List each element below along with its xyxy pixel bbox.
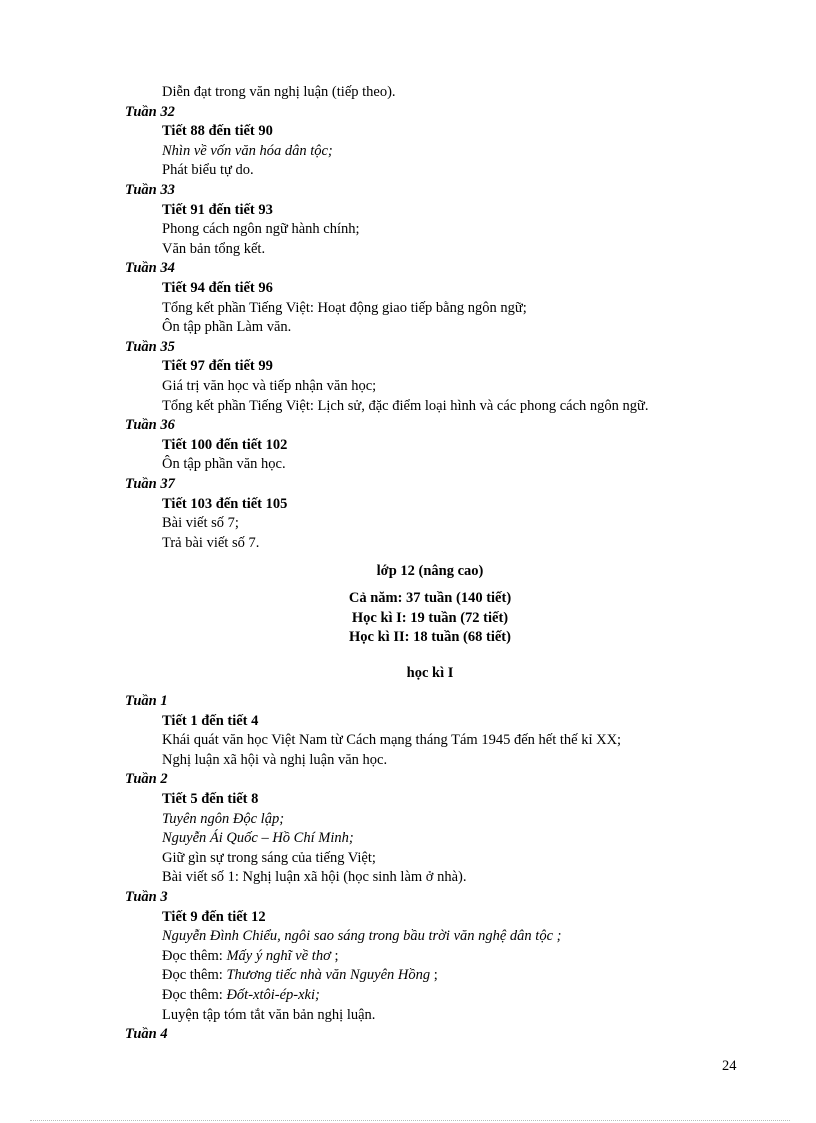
lesson-item: Ôn tập phần Làm văn. bbox=[162, 319, 292, 336]
lesson-text: Nguyễn Ái Quốc – Hồ Chí Minh; bbox=[162, 830, 354, 847]
lesson-item: Phát biểu tự do. bbox=[162, 162, 254, 179]
lesson-item: Văn bản tổng kết. bbox=[162, 240, 266, 257]
lesson-item bbox=[162, 731, 621, 750]
lesson-item: Ôn tập phần văn học. bbox=[162, 456, 286, 473]
lesson-item bbox=[162, 849, 376, 868]
lesson-text: ; bbox=[430, 967, 438, 984]
period-range: Tiết 88 đến tiết 90 bbox=[162, 123, 273, 140]
period-range: Tiết 94 đến tiết 96 bbox=[162, 280, 273, 296]
lesson-item: Tổng kết phần Tiếng Việt: Hoạt động giao tiếp bằng ngôn ngữ; bbox=[162, 299, 527, 316]
lesson-text: Nguyễn Đình Chiểu, ngôi sao sáng trong bầu trời văn nghệ dân tộc ; bbox=[162, 928, 562, 945]
lesson-item bbox=[162, 927, 561, 946]
week-heading: Tuần 3 bbox=[125, 889, 168, 905]
lesson-text: Tuyên ngôn Độc lập; bbox=[162, 810, 285, 827]
lesson-text: Đốt-xtôi-ép-xki; bbox=[226, 987, 320, 1003]
lesson-item: Bài viết số 7; bbox=[162, 515, 239, 532]
semester-title: học kì I bbox=[406, 665, 454, 681]
lesson-item: Giá trị văn học và tiếp nhận văn học; bbox=[162, 378, 377, 394]
period-range: Tiết 5 đến tiết 8 bbox=[162, 791, 259, 807]
lesson-item bbox=[162, 947, 338, 966]
summary-line: Học kì II: 18 tuần (68 tiết) bbox=[349, 629, 511, 645]
week-heading: Tuần 36 bbox=[125, 417, 175, 434]
period-range: Tiết 103 đến tiết 105 bbox=[162, 495, 288, 512]
lesson-item bbox=[162, 751, 387, 770]
week-heading: Tuần 1 bbox=[125, 693, 168, 709]
lesson-item bbox=[162, 1006, 375, 1025]
summary-line: Cả năm: 37 tuần (140 tiết) bbox=[348, 590, 512, 606]
lesson-text: Đọc thêm: bbox=[162, 967, 227, 984]
week-heading: Tuần 33 bbox=[125, 182, 175, 198]
lesson-item: Trả bài viết số 7. bbox=[162, 534, 260, 551]
page-divider bbox=[30, 1120, 790, 1121]
lesson-text: Luyện tập tóm tắt văn bản nghị luận. bbox=[162, 1006, 376, 1023]
week-heading: Tuần 34 bbox=[125, 260, 175, 277]
week-heading: Tuần 32 bbox=[125, 103, 175, 120]
week-heading: Tuần 4 bbox=[125, 1026, 168, 1043]
lesson-item bbox=[162, 966, 438, 985]
period-range: Tiết 97 đến tiết 99 bbox=[162, 358, 273, 375]
lesson-item bbox=[162, 986, 320, 1005]
period-range: Tiết 9 đến tiết 12 bbox=[162, 908, 266, 925]
grade-title: lớp 12 (nâng cao) bbox=[376, 563, 484, 579]
week-heading: Tuần 37 bbox=[125, 476, 175, 492]
period-range: Tiết 100 đến tiết 102 bbox=[162, 436, 288, 453]
lesson-text: ; bbox=[330, 947, 339, 964]
lesson-item: Phong cách ngôn ngữ hành chính; bbox=[162, 221, 360, 238]
lesson-item bbox=[162, 810, 284, 829]
period-range: Tiết 1 đến tiết 4 bbox=[162, 712, 259, 729]
intro-line: Diễn đạt trong văn nghị luận (tiếp theo). bbox=[162, 84, 396, 100]
lesson-text: Đọc thêm: bbox=[162, 987, 227, 1003]
lesson-text: Đọc thêm: bbox=[162, 947, 227, 964]
week-heading: Tuần 2 bbox=[125, 771, 168, 788]
period-range: Tiết 91 đến tiết 93 bbox=[162, 201, 273, 218]
lesson-item: Nhìn về vốn văn hóa dân tộc; bbox=[162, 142, 333, 159]
lesson-text: Thương tiếc nhà văn Nguyên Hồng bbox=[226, 967, 431, 984]
lesson-text: Mấy ý nghĩ về thơ bbox=[226, 947, 331, 964]
lesson-item bbox=[162, 829, 354, 848]
lesson-item: Tổng kết phần Tiếng Việt: Lịch sử, đặc điểm loại hình và các phong cách ngôn ngữ. bbox=[162, 397, 649, 414]
summary-line: Học kì I: 19 tuần (72 tiết) bbox=[351, 609, 509, 626]
lesson-text: Khái quát văn học Việt Nam từ Cách mạng tháng Tám 1945 đến hết thế kỉ XX; bbox=[162, 732, 622, 749]
lesson-item bbox=[162, 868, 466, 887]
lesson-text: Nghị luận xã hội và nghị luận văn học. bbox=[162, 751, 388, 768]
page-number: 24 bbox=[722, 1058, 737, 1074]
week-heading: Tuần 35 bbox=[125, 338, 175, 355]
lesson-text: Bài viết số 1: Nghị luận xã hội (học sinh làm ở nhà). bbox=[162, 869, 467, 886]
lesson-text: Giữ gìn sự trong sáng của tiếng Việt; bbox=[162, 849, 376, 866]
